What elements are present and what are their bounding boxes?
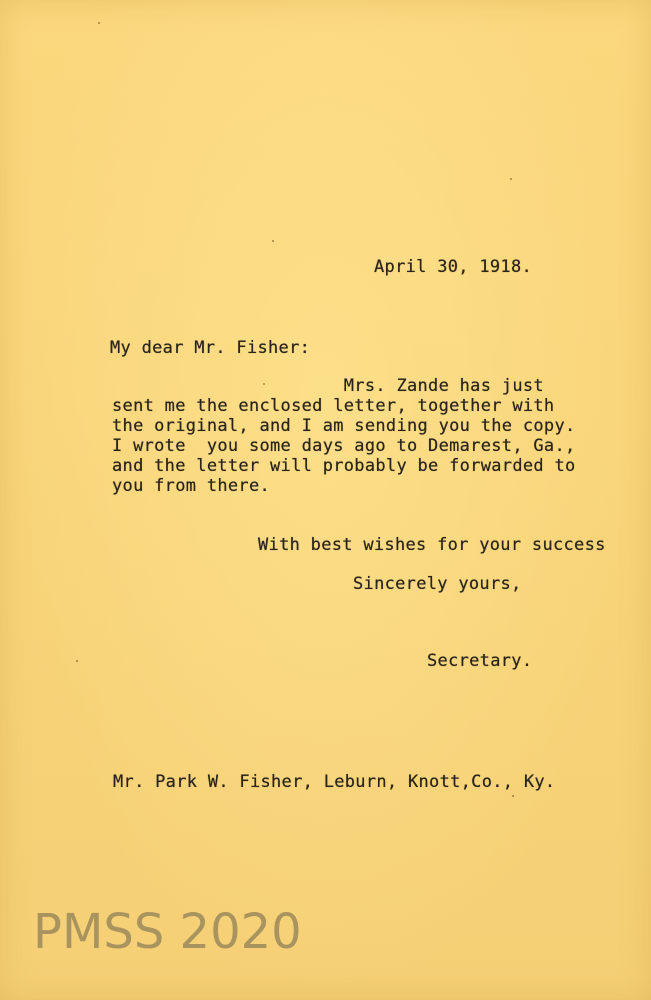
recipient-address: Mr. Park W. Fisher, Leburn, Knott,Co., Ky. <box>113 772 556 792</box>
body-line: Mrs. Zande has just <box>112 376 544 396</box>
body-line: sent me the enclosed letter, together with <box>112 396 555 416</box>
salutation: My dear Mr. Fisher: <box>110 338 311 358</box>
signature-title: Secretary. <box>427 651 533 671</box>
paper-speck <box>510 178 512 180</box>
paper-speck <box>512 795 514 797</box>
body-line: and the letter will probably be forwarded to <box>112 456 576 476</box>
body-line: you from there. <box>112 476 271 496</box>
letter-body <box>112 376 576 496</box>
paper-speck <box>98 22 100 24</box>
body-line: I wrote you some days ago to Demarest, Ga., <box>112 436 576 456</box>
paper-speck <box>76 660 78 662</box>
body-line: the original, and I am sending you the copy. <box>112 416 576 436</box>
sign-off: Sincerely yours, <box>353 574 522 594</box>
closing-wish: With best wishes for your success <box>258 535 606 555</box>
letter-date: April 30, 1918. <box>374 257 533 277</box>
paper-speck <box>272 240 274 242</box>
archive-watermark: PMSS 2020 <box>33 904 302 960</box>
